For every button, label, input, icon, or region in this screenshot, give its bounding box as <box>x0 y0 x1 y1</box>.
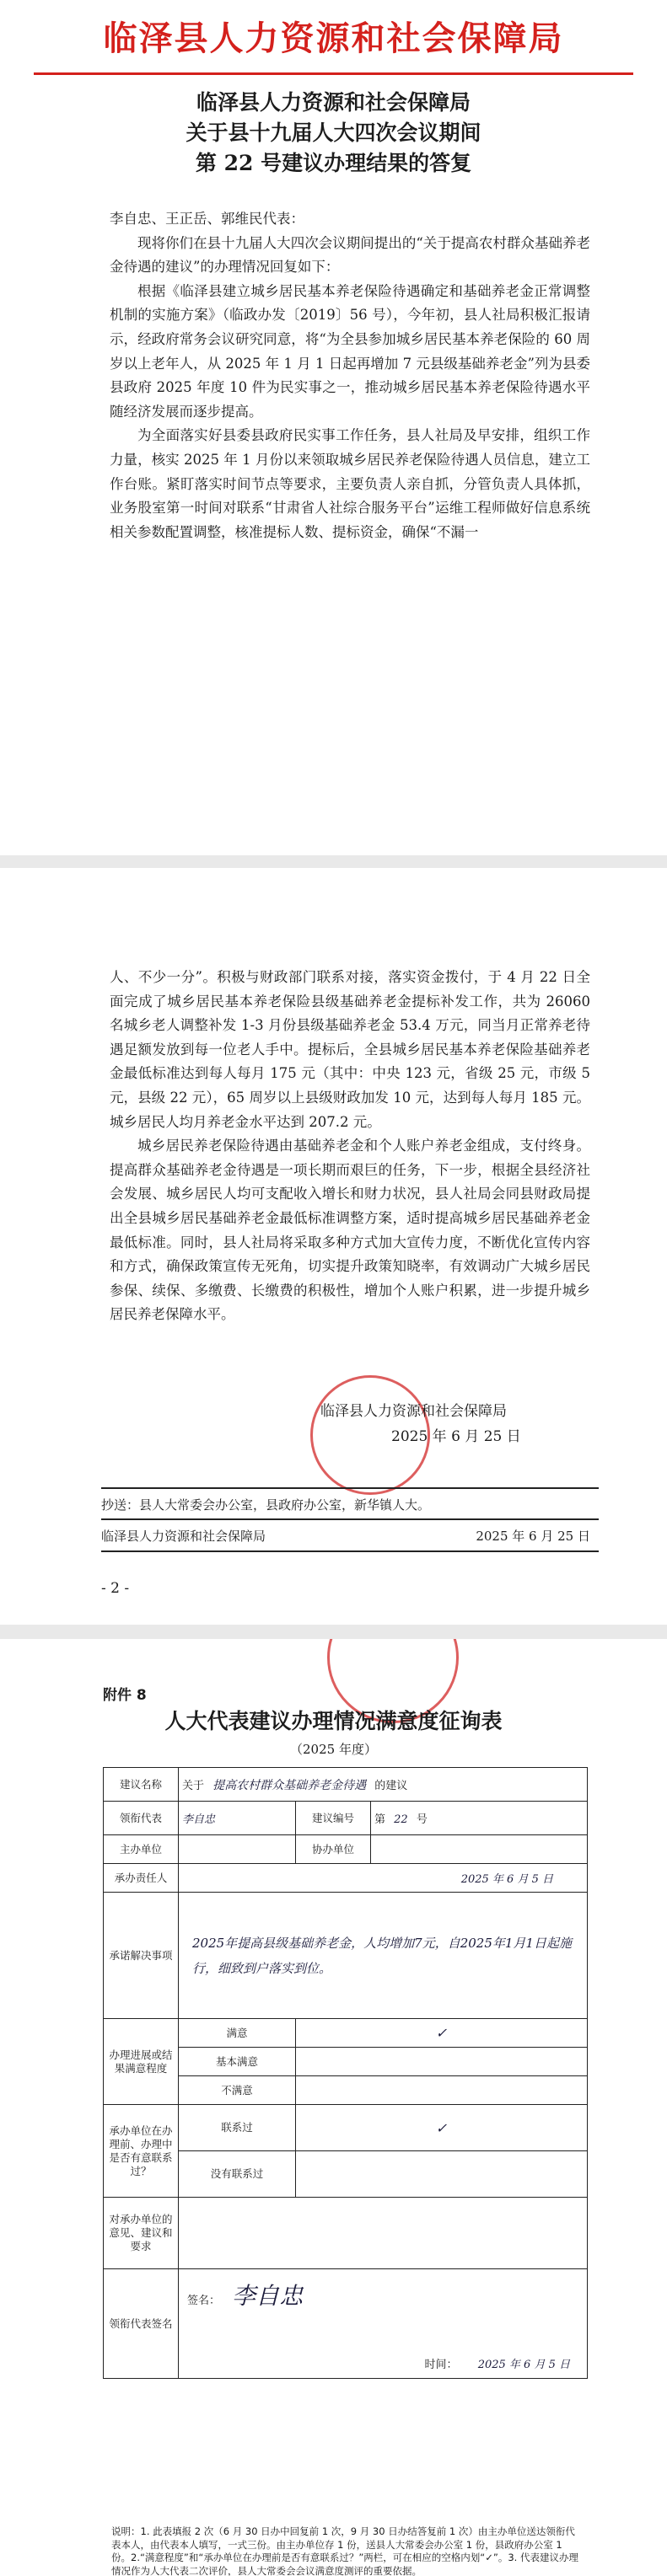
title-prefix: 关于 <box>182 1779 205 1792</box>
form-notes: 说明：1. 此表填报 2 次（6 月 30 日办中回复前 1 次，9 月 30 日办结答复前 1 次）由主办单位送达领衔代表本人，由代表本人填写，一式三份。由主办单位存 1 份，送县人大常委会办公室 1 份，县政府办公室 1 份。2.“满意程度”和“承办单位在办理前是否有意联系过？”两栏，可在相应的空格内划“✓”。3. 代表建议办理情况作为人大代表二次评价，县人大常委会会议满意度测评的重要依据。 <box>111 2525 578 2576</box>
letterhead-title: 临泽县人力资源和社会保障局 <box>103 19 564 58</box>
handwritten-lead: 李自忠 <box>179 1802 296 1835</box>
empty-cell <box>296 2076 588 2105</box>
field-title <box>179 1768 588 1802</box>
label-opinion: 对承办单位的意见、建议和要求 <box>104 2198 179 2269</box>
label-title: 建议名称 <box>104 1768 179 1802</box>
check-mark: ✓ <box>296 2019 588 2048</box>
check-mark: ✓ <box>296 2105 588 2151</box>
handwritten-date: 2025 年 6 月 5 日 <box>179 1864 588 1893</box>
paragraph: 人、不少一分”。积极与财政部门联系对接，落实资金拨付，于 4 月 22 日全面完成了城乡居民基本养老保险县级基础养老金提标补发工作，共为 26060 名城乡老人调整补发 1-3 月份县级基础养老金 53.4 万元，同当月正常养老待遇足额发放到每一位老人手中。提标后，全县城乡居民基本养老保险基础养老金最低标准达到每人每月 175 元（其中：中央 123 元，省级 25 元，市级 5 元，县级 22 元），65 周岁以上县级财政加发 10 元，达到每人每月 185 元。城乡居民人均月养老金水平达到 207.2 元。 <box>110 969 590 1130</box>
handwritten-issues: 2025年提高县级基础养老金，人均增加7元，自2025年1月1日起施行，细致到户落实到位。 <box>179 1893 588 2019</box>
title-line-1: 临泽县人力资源和社会保障局 <box>196 90 471 115</box>
paragraph: 为全面落实好县委县政府民实事工作任务，县人社局及早安排，组织工作力量，核实 2025 年 1 月份以来领取城乡居民养老保险待遇人员信息，建立工作台账。紧盯落实时间节点等要求，主要负责人亲自抓，分管负责人具体抓，业务股室第一时间对联系“甘肃省人社综合服务平台”运维工程师做好信息系统相关参数配置调整，核准提标人数、提标资金，确保“不漏一 <box>110 427 590 540</box>
paragraph: 现将你们在县十九届人大四次会议期间提出的“关于提高农村群众基础养老金待遇的建议”的办理情况回复如下： <box>110 234 590 276</box>
document-title <box>0 88 667 179</box>
label-host: 主办单位 <box>104 1835 179 1864</box>
signing-unit: 临泽县人力资源和社会保障局 <box>320 1403 507 1420</box>
field-signature <box>179 2269 588 2379</box>
cc-list: 抄送：县人大常委会办公室，县政府办公室，新华镇人大。 <box>101 1497 431 1513</box>
label-number: 建议编号 <box>296 1802 371 1835</box>
handwritten-number: 22 <box>394 1813 408 1826</box>
handwritten-sign-date: 2025 年 6 月 5 日 <box>477 2359 570 2371</box>
option-satisfied: 满意 <box>179 2019 296 2048</box>
field-number <box>371 1802 588 1835</box>
signing-date: 2025 年 6 月 25 日 <box>391 1428 521 1445</box>
form-year: （2025 年度） <box>290 1742 377 1757</box>
empty-cell <box>296 2151 588 2198</box>
empty-cell <box>296 2048 588 2076</box>
paragraph: 城乡居民养老保险待遇由基础养老金和个人账户养老金组成，支付终身。提高群众基础养老金待遇是一项长期而艰巨的任务，下一步，根据全县经济社会发展、城乡居民人均可支配收入增长和财力状况，县人社局会同县财政局提出全县城乡居民基础养老金最低标准调整方案，适时提高城乡居民基础养老金最低标准。同时，县人社局将采取多种方式加大宣传力度，不断优化宣传内容和方式，确保政策宣传无死角，切实提升政策知晓率，有效调动广大城乡居民参保、续保、多缴费、长缴费的积极性，增加个人账户积累，进一步提升城乡居民养老保障水平。 <box>110 1138 590 1323</box>
cc-middle-rule <box>101 1518 599 1520</box>
label-contact: 承办单位在办理前、办理中是否有意联系过？ <box>104 2105 179 2198</box>
issuer-line <box>101 1527 599 1545</box>
document-page-2 <box>0 868 667 1625</box>
title-line-3: 第 22 号建议办理结果的答复 <box>195 151 472 175</box>
field-opinion <box>179 2198 588 2269</box>
option-basic-satisfied: 基本满意 <box>179 2048 296 2076</box>
handwritten-signature: 李自忠 <box>232 2282 304 2310</box>
option-not-contacted: 没有联系过 <box>179 2151 296 2198</box>
title-line-2: 关于县十九届人大四次会议期间 <box>186 120 481 145</box>
page-number: - 2 - <box>101 1580 130 1597</box>
issuer: 临泽县人力资源和社会保障局 <box>101 1529 266 1544</box>
label-co: 协办单位 <box>296 1835 371 1864</box>
label-sign: 领衔代表签名 <box>104 2269 179 2379</box>
letterhead-rule <box>34 72 633 75</box>
label-progress: 办理进展或结果满意程度 <box>104 2019 179 2105</box>
option-unsatisfied: 不满意 <box>179 2076 296 2105</box>
salutation: 李自忠、王正岳、郭维民代表： <box>110 211 304 227</box>
field-host <box>179 1835 296 1864</box>
signature-date-row <box>425 2355 570 2371</box>
number-suffix: 号 <box>416 1813 428 1826</box>
time-label: 时间： <box>424 2359 458 2371</box>
signature-label: 签名： <box>187 2295 221 2307</box>
cc-bottom-rule <box>101 1550 599 1552</box>
document-page-1 <box>0 0 667 855</box>
document-page-3 <box>0 1639 667 2576</box>
form-title: 人大代表建议办理情况满意度征询表 <box>164 1709 503 1733</box>
paragraph: 根据《临泽县建立城乡居民基本养老保险待遇确定和基础养老金正常调整机制的实施方案》（临政办发〔2019〕56 号），今年初，县人社局积极汇报请示，经政府常务会议研究同意，将“为全县参加城乡居民基本养老保险的 60 周岁以上老年人，从 2025 年 1 月 1 日起再增加 7 元县级基础养老金”列为县委县政府 2025 年度 10 件为民实事之一，推动城乡居民基本养老保险待遇水平随经济发展而逐步提高。 <box>110 282 590 420</box>
number-prefix: 第 <box>374 1813 386 1826</box>
label-issues: 承诺解决事项 <box>104 1893 179 2019</box>
cc-top-rule <box>101 1487 599 1489</box>
title-suffix: 的建议 <box>374 1779 408 1792</box>
option-contacted: 联系过 <box>179 2105 296 2151</box>
signature-block <box>320 1399 521 1449</box>
label-lead: 领衔代表 <box>104 1802 179 1835</box>
letter-body-continued <box>110 966 590 1327</box>
field-co <box>371 1835 588 1864</box>
issue-date: 2025 年 6 月 25 日 <box>476 1529 590 1544</box>
attachment-label: 附件 8 <box>103 1687 147 1704</box>
handwritten-title: 提高农村群众基础养老金待遇 <box>212 1778 367 1792</box>
label-handler: 承办责任人 <box>104 1864 179 1893</box>
satisfaction-form-table <box>103 1767 588 2379</box>
letter-body <box>110 207 590 544</box>
